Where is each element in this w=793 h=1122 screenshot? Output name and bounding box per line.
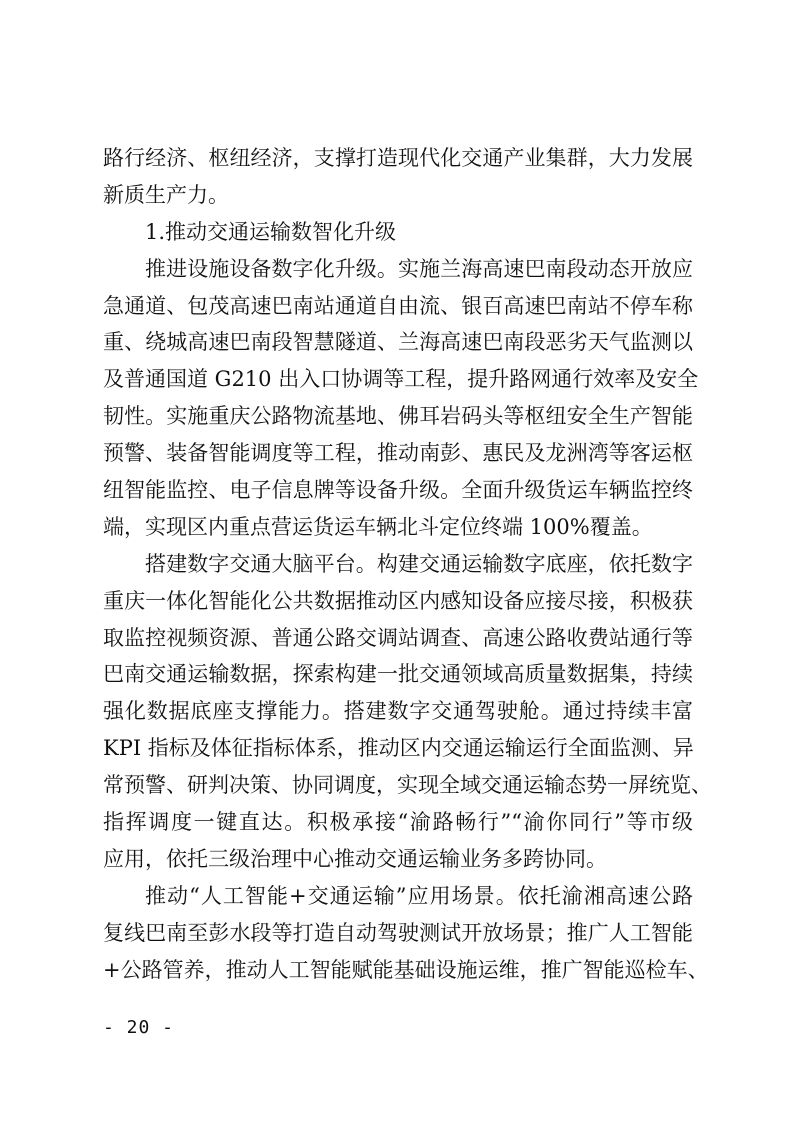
text-line: 及普通国道 G210 出入口协调等工程，提升路网通行效率及安全	[103, 367, 699, 392]
text-line: KPI 指标及体征指标体系，推动区内交通运输运行全面监测、异	[103, 736, 694, 761]
text-line: 推进设施设备数字化升级。实施兰海高速巴南段动态开放应	[145, 256, 693, 281]
text-line: 重庆一体化智能化公共数据推动区内感知设备应接尽接，积极获	[103, 588, 693, 613]
text-line: 端，实现区内重点营运货运车辆北斗定位终端 100%覆盖。	[103, 514, 653, 539]
text-line: 指挥调度一键直达。积极承接“渝路畅行”“渝你同行”等市级	[103, 810, 693, 835]
text-line: 预警、装备智能调度等工程，推动南彭、惠民及龙洲湾等客运枢	[103, 441, 693, 466]
text-line: 取监控视频资源、普通公路交调站调查、高速公路收费站通行等	[103, 625, 693, 650]
text-line: 路行经济、枢纽经济，支撑打造现代化交通产业集群，大力发展	[103, 146, 693, 170]
section-heading: 1.推动交通运输数智化升级	[145, 219, 397, 244]
text-line: 新质生产力。	[103, 182, 229, 207]
text-line: 韧性。实施重庆公路物流基地、佛耳岩码头等枢纽安全生产智能	[103, 404, 693, 429]
text-line: 重、绕城高速巴南段智慧隧道、兰海高速巴南段恶劣天气监测以	[103, 330, 693, 355]
body-text	[103, 140, 712, 988]
text-line: 复线巴南至彭水段等打造自动驾驶测试开放场景；推广人工智能	[103, 920, 693, 945]
text-line: +公路管养，推动人工智能赋能基础设施运维，推广智能巡检车、	[103, 957, 709, 982]
text-line: 巴南交通运输数据，探索构建一批交通领域高质量数据集，持续	[103, 662, 693, 687]
text-line: 强化数据底座支撑能力。搭建数字交通驾驶舱。通过持续丰富	[103, 699, 693, 724]
text-line: 推动“人工智能+交通运输”应用场景。依托渝湘高速公路	[145, 883, 693, 908]
text-line: 应用，依托三级治理中心推动交通运输业务多跨协同。	[103, 846, 607, 871]
text-line: 搭建数字交通大脑平台。构建交通运输数字底座，依托数字	[145, 551, 693, 576]
page-number: - 20 -	[103, 1017, 175, 1038]
text-line: 常预警、研判决策、协同调度，实现全域交通运输态势一屏统览、	[103, 773, 712, 798]
text-line: 纽智能监控、电子信息牌等设备升级。全面升级货运车辆监控终	[103, 478, 693, 503]
text-line: 急通道、包茂高速巴南站通道自由流、银百高速巴南站不停车称	[103, 293, 693, 318]
